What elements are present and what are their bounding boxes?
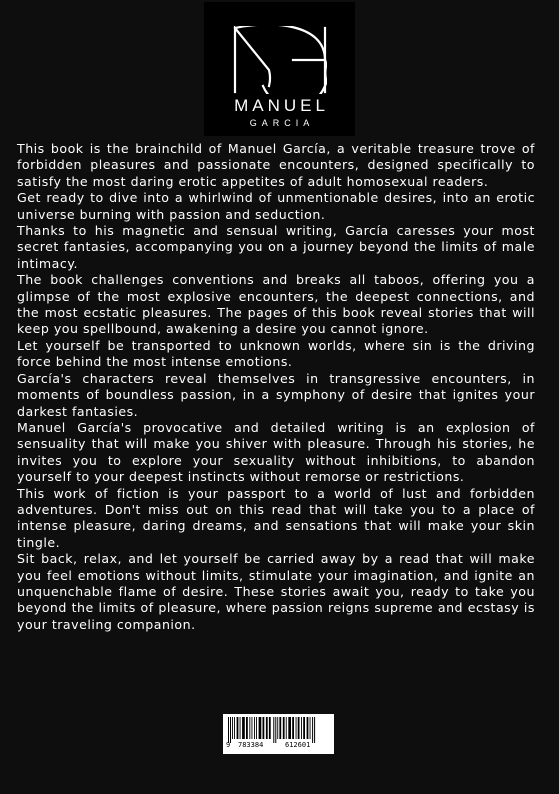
barcode-bar: [292, 717, 294, 739]
book-description: [17, 141, 535, 633]
author-first-name: MANUEL: [234, 96, 329, 115]
barcode-bar: [303, 717, 305, 739]
barcode-bar: [277, 717, 278, 739]
barcode-bar: [310, 717, 311, 739]
barcode-bar: [288, 717, 291, 739]
barcode-bar: [234, 717, 235, 739]
barcode-bar: [242, 717, 245, 739]
barcode-bar: [279, 717, 281, 739]
barcode-bar: [283, 717, 285, 739]
barcode-lead-digit: 9: [226, 741, 231, 749]
description-paragraph: This book is the brainchild of Manuel García, a veritable treasure trove of forbidden pleasures and passionate encounters, designed specifically to satisfy the most daring erotic appetites of adult homosexual readers.: [17, 141, 535, 189]
description-paragraph: Get ready to dive into a whirlwind of unmentionable desires, into an erotic universe burning with passion and seduction.: [17, 190, 535, 222]
barcode-bar: [256, 717, 257, 739]
author-logo: [204, 2, 355, 136]
barcode-bar: [266, 717, 268, 739]
description-paragraph: Manuel García's provocative and detailed writing is an explosion of sensuality that will make you shiver with pleasure. Through his stories, he invites you to explore your sexuality without inhibitions, to abandon yourself to your deepest instincts without remorse or restrictions.: [17, 419, 535, 485]
barcode-bar: [232, 717, 233, 739]
description-paragraph: Let yourself be transported to unknown worlds, where sin is the driving force behind the most intense emotions.: [17, 337, 535, 370]
barcode-bar: [286, 717, 287, 739]
description-paragraph: The book challenges conventions and breaks all taboos, offering you a glimpse of the most explosive encounters, the deepest connections, and the most ecstatic pleasures. The pages of this book reveal stories that will keep you spellbound, awakening a desire you cannot ignore.: [17, 272, 535, 337]
barcode-bar: [301, 717, 302, 739]
description-paragraph: This work of fiction is your passport to a world of lust and forbidden adventures. Don't miss out on this read that will take you to a place of intense pleasure, daring dreams, and sensations that will make your skin tingle.: [17, 485, 535, 550]
barcode-bar: [240, 717, 241, 739]
barcode-bar: [237, 717, 239, 739]
barcode-bar: [259, 717, 262, 739]
barcode-bar: [269, 717, 271, 739]
barcode-bar: [252, 717, 253, 739]
barcode-bar: [296, 717, 297, 739]
description-paragraph: Thanks to his magnetic and sensual writing, García caresses your most secret fantasies, accompanying you on a journey beyond the limits of male intimacy.: [17, 223, 535, 271]
isbn-barcode: [223, 714, 334, 754]
barcode-bar: [298, 717, 300, 739]
barcode-bar: [246, 717, 248, 739]
barcode-bar: [263, 717, 265, 739]
barcode-digits: [223, 740, 334, 752]
barcode-bar: [249, 717, 250, 739]
barcode-right-digits: 612601: [285, 741, 311, 749]
description-paragraph: García's characters reveal themselves in transgressive encounters, in moments of boundless passion, in a symphony of desire that ignites your darkest fantasies.: [17, 370, 535, 419]
author-last-name: GARCIA: [249, 118, 315, 128]
barcode-bar: [254, 717, 255, 739]
barcode-bar: [307, 717, 309, 739]
mg-monogram-icon: [233, 26, 327, 94]
description-paragraph: Sit back, relax, and let yourself be carried away by a read that will make you feel emotions without limits, stimulate your imagination, and ignite an unquenchable flame of desire. These stories await you, ready to take you beyond the limits of pleasure, where passion reigns supreme and ecstasy is your traveling companion.: [17, 551, 535, 632]
barcode-left-digits: 783384: [238, 741, 264, 749]
